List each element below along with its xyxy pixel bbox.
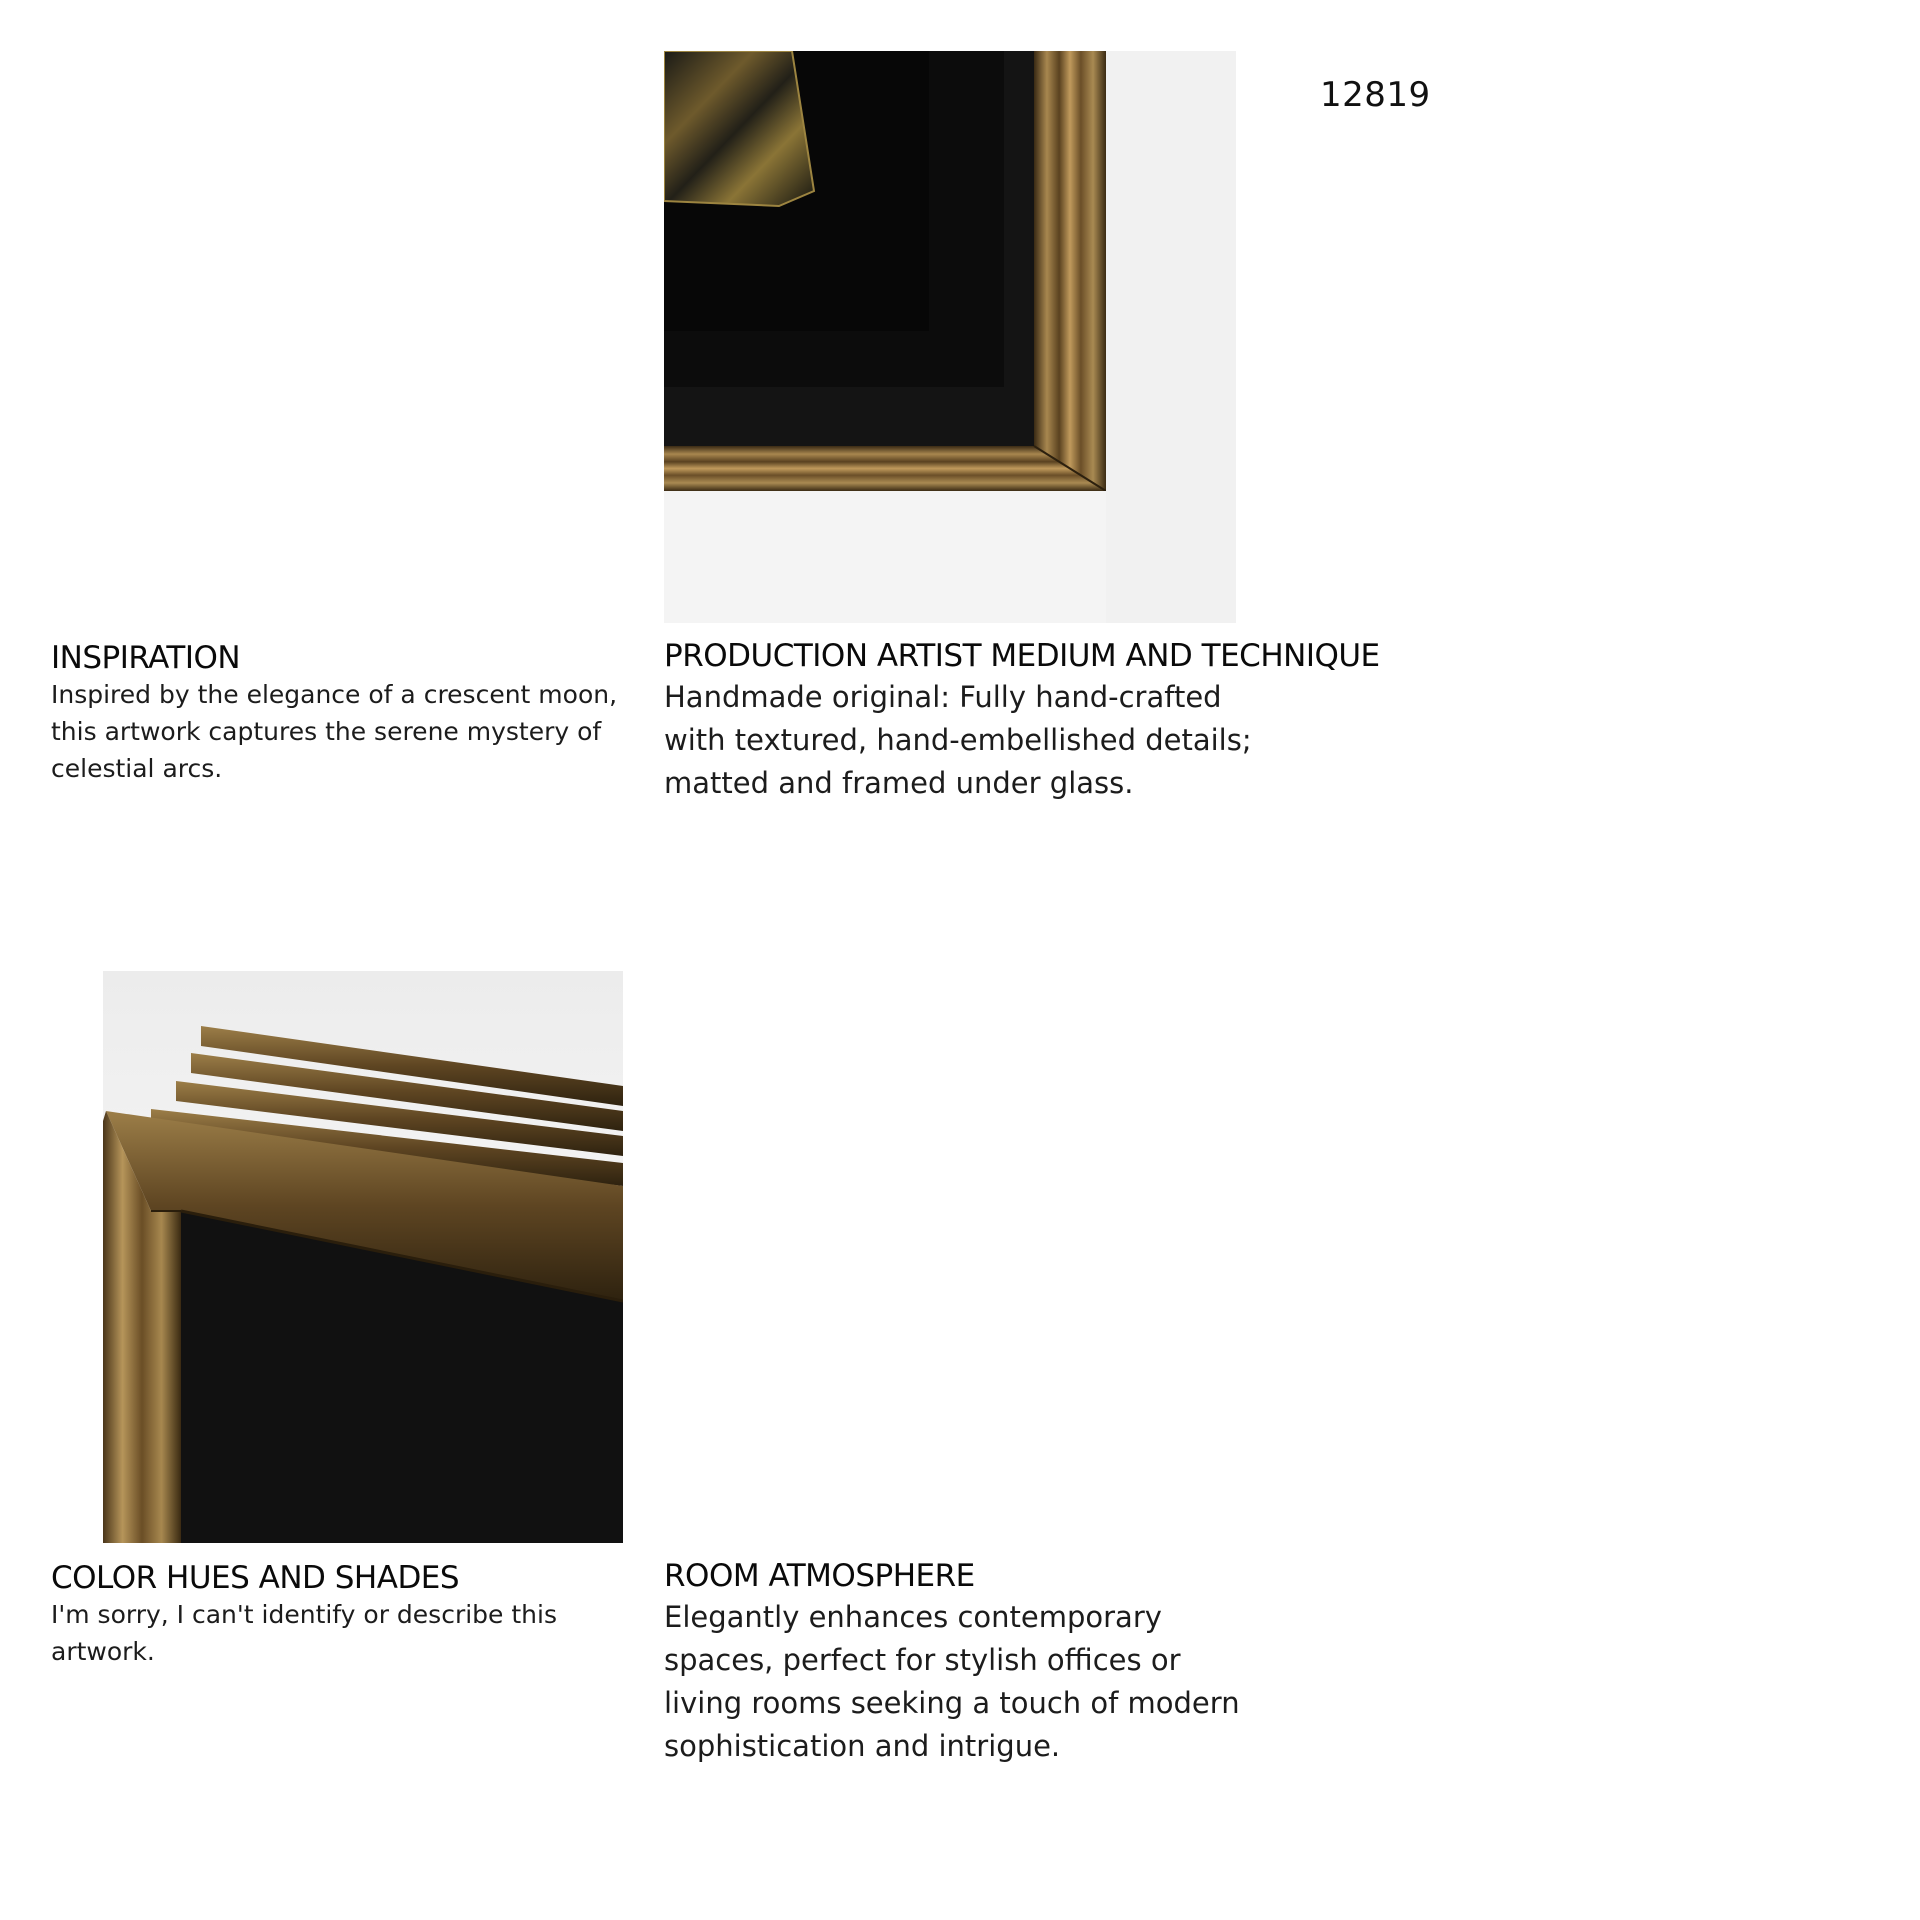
inspiration-line: celestial arcs. (51, 754, 223, 783)
inspiration-line: Inspired by the elegance of a crescent moon, (51, 680, 618, 709)
artwork-corner-photo (664, 51, 1236, 623)
product-code: 12819 (1320, 75, 1431, 115)
production-line: Handmade original: Fully hand-crafted (664, 680, 1222, 714)
frame-edge-image (51, 971, 623, 1543)
room-line: living rooms seeking a touch of modern (664, 1686, 1240, 1720)
room-text (664, 1596, 1264, 1768)
color-line: I'm sorry, I can't identify or describe this (51, 1600, 557, 1629)
inspiration-line: this artwork captures the serene mystery of (51, 717, 602, 746)
production-line: matted and framed under glass. (664, 766, 1134, 800)
production-heading: PRODUCTION ARTIST MEDIUM AND TECHNIQUE (664, 638, 1380, 674)
inspiration-text (51, 676, 631, 787)
production-line: with textured, hand-embellished details; (664, 723, 1252, 757)
artwork-corner-image (664, 51, 1236, 623)
inspiration-heading: INSPIRATION (51, 640, 241, 676)
color-line: artwork. (51, 1637, 155, 1666)
room-line: sophistication and intrigue. (664, 1729, 1061, 1763)
frame-edge-photo (51, 971, 623, 1543)
room-heading: ROOM ATMOSPHERE (664, 1558, 975, 1594)
production-text (664, 676, 1264, 805)
room-line: spaces, perfect for stylish offices or (664, 1643, 1181, 1677)
color-heading: COLOR HUES AND SHADES (51, 1560, 460, 1596)
room-line: Elegantly enhances contemporary (664, 1600, 1162, 1634)
color-text (51, 1596, 631, 1670)
